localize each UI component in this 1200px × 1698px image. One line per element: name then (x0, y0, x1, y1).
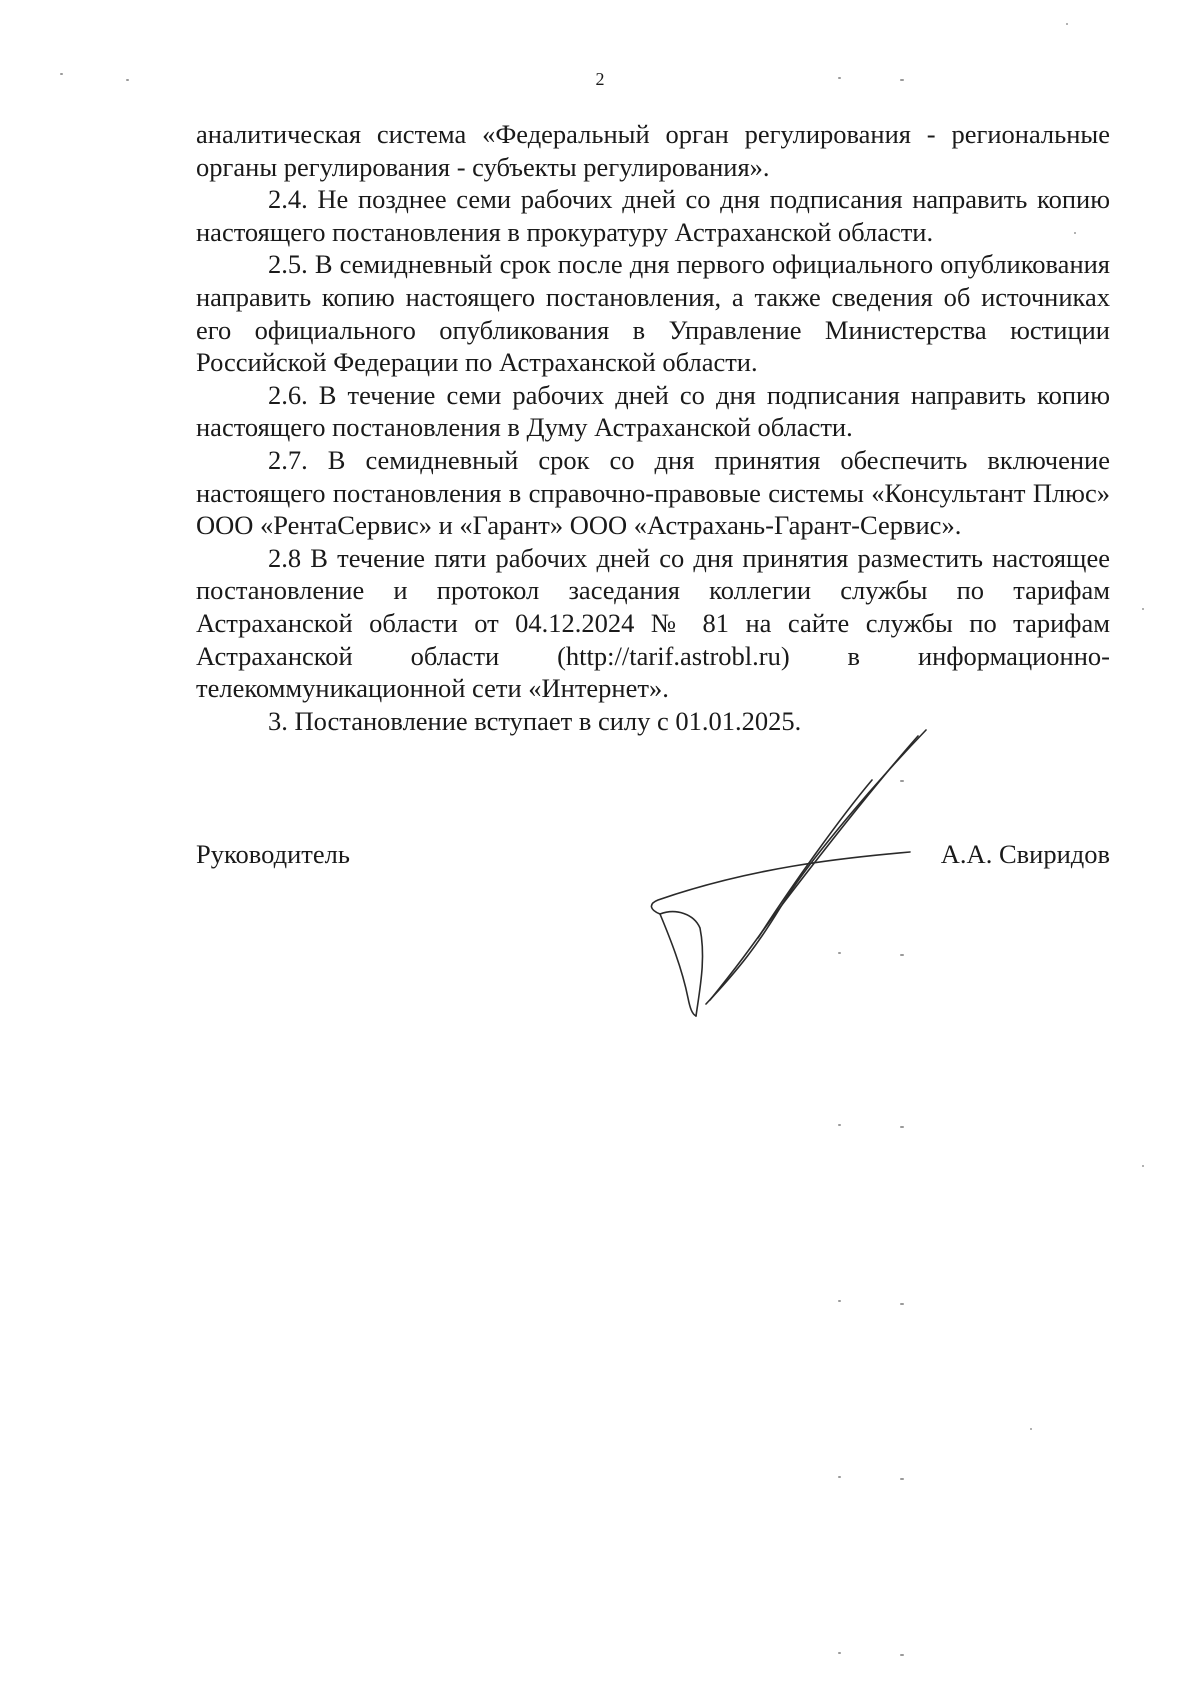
scan-speck (900, 1126, 904, 1128)
paragraph-3: 3. Постановление вступает в силу с 01.01.2025. (268, 705, 802, 736)
scan-speck (838, 77, 841, 79)
handwritten-signature (640, 718, 940, 1018)
scan-speck (900, 1303, 904, 1305)
scan-speck (900, 954, 904, 956)
scan-speck (1066, 23, 1068, 25)
scan-speck (1142, 1165, 1144, 1167)
paragraph-2-4: 2.4. Не позднее семи рабочих дней со дня подписания направить копию настоящего постановления в прокуратуру Астраханской области. (196, 184, 1110, 247)
paragraph-2-8: 2.8 В течение пяти рабочих дней со дня принятия разместить настоящее постановление и протокол заседания коллегии службы по тарифам Астраханской области от 04.12.2024 № 81 на сайте службы по тарифам Астраханской области (http://tarif.astrobl.ru) в информационно-телекоммуникационной сети «Интернет». (196, 542, 1110, 704)
scan-speck (838, 1652, 841, 1654)
scan-speck (838, 1300, 841, 1302)
scan-speck (900, 1654, 904, 1656)
scan-speck (126, 79, 129, 81)
scan-speck (1142, 608, 1144, 610)
paragraph-continuation: аналитическая система «Федеральный орган регулирования - региональные органы регулирования - субъекты регулирования». (196, 119, 1110, 182)
scan-speck (60, 73, 63, 75)
scan-speck (838, 952, 841, 954)
signatory-name: А.А. Свиридов (940, 839, 1110, 869)
page-number: 2 (595, 69, 605, 89)
document-body (196, 118, 1110, 737)
paragraph-2-7: 2.7. В семидневный срок со дня принятия обеспечить включение настоящего постановления в справочно-правовые системы «Консультант Плюс» ООО «РентаСервис» и «Гарант» ООО «Астрахань-Гарант-Сервис». (196, 444, 1110, 541)
scan-speck (838, 1476, 841, 1478)
scan-speck (1030, 1428, 1032, 1430)
scan-speck (900, 79, 904, 81)
paragraph-2-6: 2.6. В течение семи рабочих дней со дня подписания направить копию настоящего постановления в Думу Астраханской области. (196, 379, 1110, 443)
signatory-role: Руководитель (196, 839, 350, 869)
scan-speck (1074, 232, 1076, 234)
scan-speck (900, 1478, 904, 1480)
scan-speck (838, 1124, 841, 1126)
paragraph-2-5: 2.5. В семидневный срок после дня первого официального опубликования направить копию настоящего постановления, а также сведения об источниках его официального опубликования в Управление Министерства юстиции Российской Федерации по Астраханской области. (196, 249, 1110, 378)
scan-speck (900, 780, 904, 782)
